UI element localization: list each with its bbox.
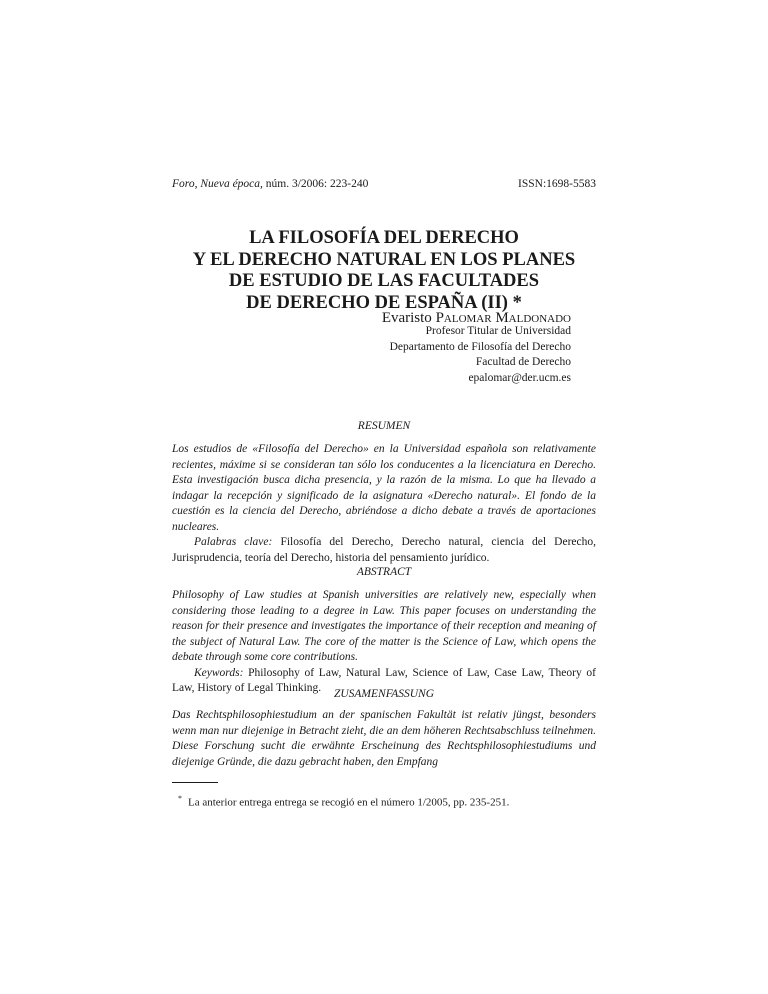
- issn: ISSN:1698-5583: [518, 178, 596, 190]
- journal-issue: núm. 3/2006: 223-240: [262, 178, 369, 190]
- running-head: [172, 178, 596, 190]
- footnote: [172, 794, 596, 809]
- resumen-keywords: [172, 535, 596, 566]
- resumen-text: Los estudios de «Filosofía del Derecho» en la Universidad española son relativamente recientes, máxime si se consideran tan sólo los conducentes a la licenciatura en Derecho. Esta investigación busca dicha presencia, y la razón de la misma. Lo que ha llevado a indagar la recepción y significado de la asignatura «Derecho natural». El fondo de la cuestión es la ciencia del Derecho, abriéndose a dicho debate a través de aportaciones nucleares.: [172, 443, 596, 533]
- keywords-label: Palabras clave:: [194, 536, 273, 548]
- abstract-section: [172, 588, 596, 697]
- author-given-name: Evaristo: [381, 310, 436, 326]
- title-line: DE ESTUDIO DE LAS FACULTADES: [228, 271, 540, 291]
- affiliation-position: Profesor Titular de Universidad: [425, 325, 571, 337]
- journal-name: Foro, Nueva época,: [172, 178, 263, 190]
- abstract-heading: ABSTRACT: [356, 566, 412, 578]
- keywords-label: Keywords:: [194, 666, 244, 679]
- footnote-mark: *: [178, 794, 182, 803]
- zusammenfassung-text: Das Rechtsphilosophiestudium an der spanischen Fakultät ist relativ jüngst, besonders wenn man nur diejenige in Betracht zieht, die an dem höheren Rechtsabschluss teilnehmen. Diese Forschung sucht die erwähnte Erscheinung des Rechtsphilosophiestudiums und diejenige Gründe, die dazu gebracht haben, den Empfang: [172, 709, 596, 768]
- author-affiliation: [390, 324, 571, 386]
- footnote-text: La anterior entrega entrega se recogió en el número 1/2005, pp. 235-251.: [188, 796, 510, 809]
- affiliation-department: Departamento de Filosofía del Derecho: [389, 340, 571, 353]
- footnote-divider: [172, 782, 218, 783]
- article-title: [120, 228, 648, 314]
- affiliation-faculty: Facultad de Derecho: [475, 356, 571, 368]
- title-line: Y EL DERECHO NATURAL EN LOS PLANES: [192, 249, 576, 270]
- resumen-heading: RESUMEN: [357, 420, 411, 432]
- keywords-list: Filosofía del Derecho, Derecho natural, ciencia del Derecho, Jurisprudencia, teoría del Derecho, historia del pensamiento jurídico.: [172, 536, 596, 564]
- keywords-list: Philosophy of Law, Natural Law, Science of Law, Case Law, Theory of Law, History of Legal Thinking.: [172, 666, 596, 694]
- abstract-text: Philosophy of Law studies at Spanish universities are relatively new, especially when considering those leading to a degree in Law. This paper focuses on understanding the reason for their presence and investigates the importance of their reception and meaning of the subject of Natural Law. The core of the matter is the Science of Law, which opens the debate through some core contributions.: [172, 589, 596, 663]
- resumen-section: [172, 442, 596, 566]
- journal-citation: [172, 178, 368, 190]
- title-line: LA FILOSOFÍA DEL DERECHO: [249, 228, 519, 248]
- zusammenfassung-section: [172, 708, 596, 770]
- title-line: DE DERECHO DE ESPAÑA (II) *: [246, 292, 522, 313]
- zusammenfassung-heading: ZUSAMENFASSUNG: [333, 688, 435, 700]
- author-email: epalomar@der.ucm.es: [468, 371, 571, 384]
- author-surname: Palomar Maldonado: [435, 310, 571, 326]
